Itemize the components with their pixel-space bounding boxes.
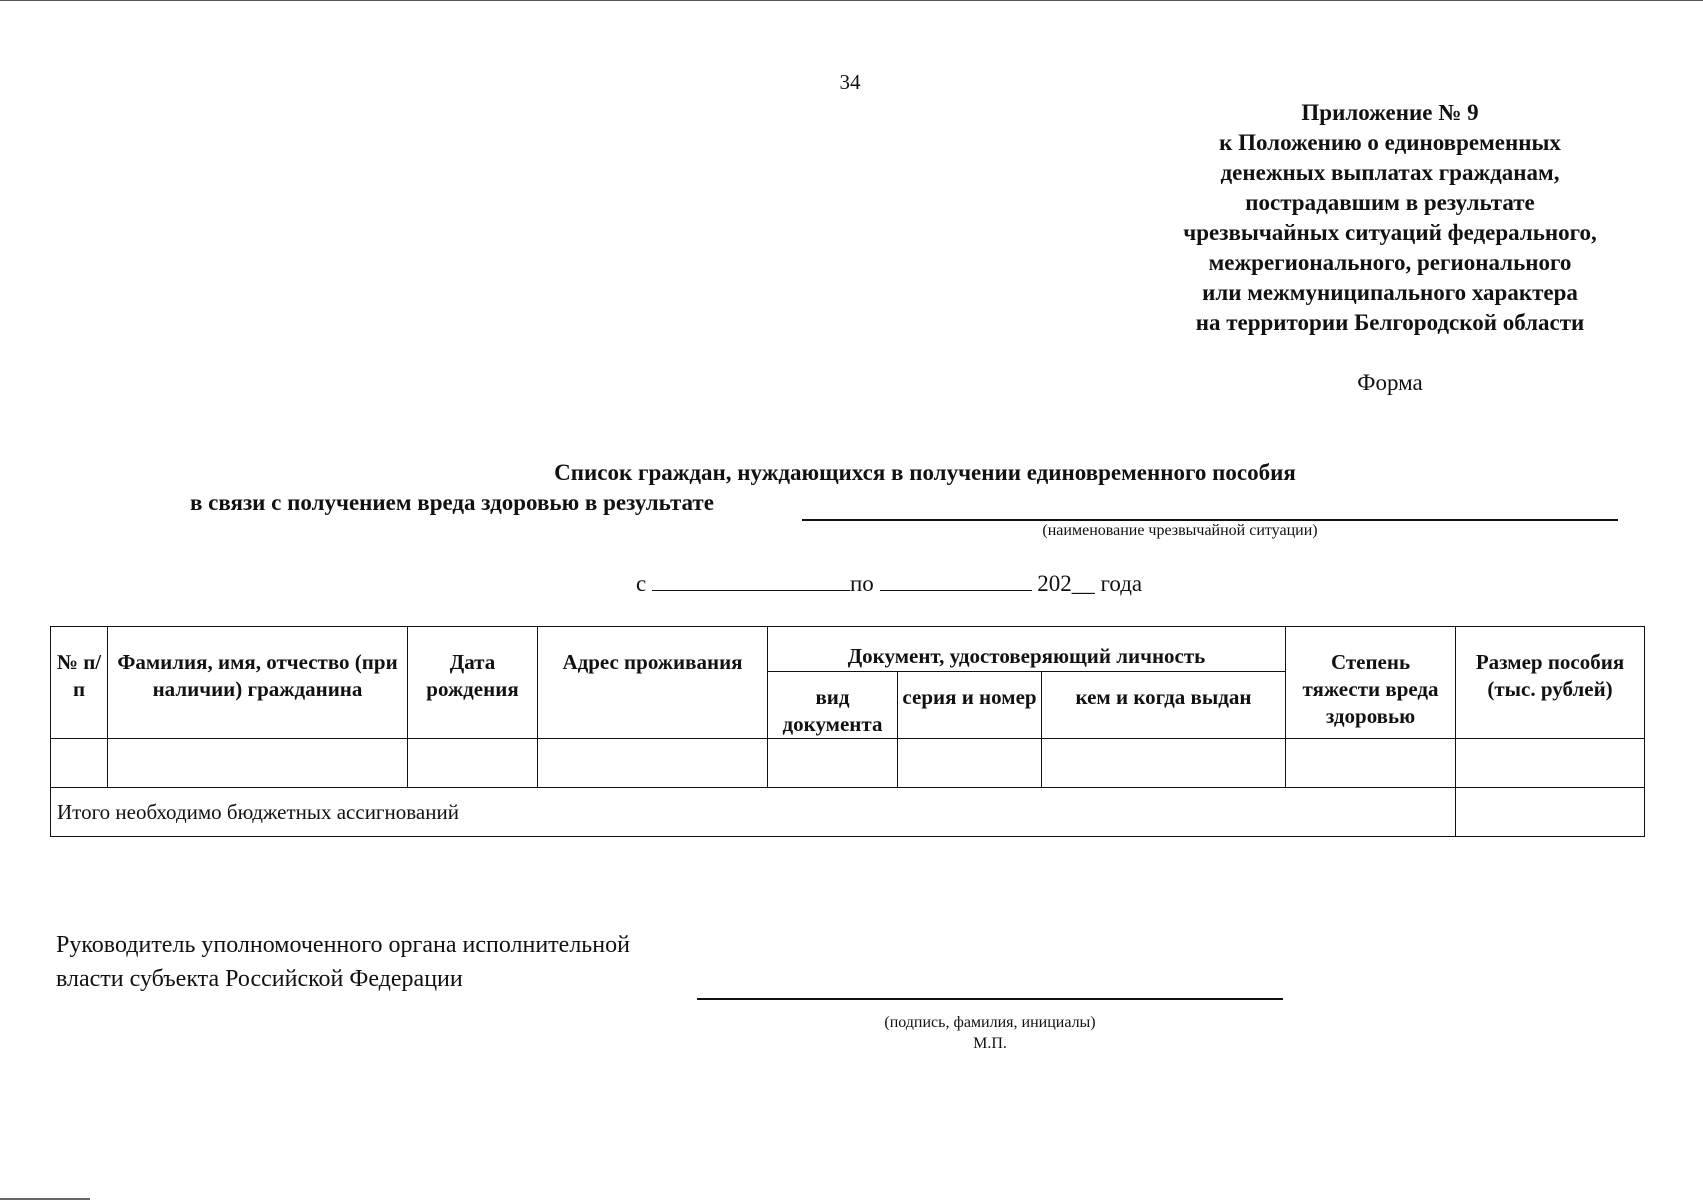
appendix-line: чрезвычайных ситуаций федерального, [1183, 220, 1597, 245]
period-to-label: по [849, 571, 874, 596]
header-benefit-amount: Размер пособия (тыс. рублей) [1456, 627, 1645, 739]
table-header-row [51, 627, 1645, 672]
table-cell[interactable] [538, 739, 768, 788]
period-from-blank[interactable] [652, 570, 850, 591]
signature-caption-text: (подпись, фамилия, инициалы) [884, 1014, 1096, 1031]
header-address: Адрес проживания [538, 627, 768, 739]
total-amount-cell[interactable] [1456, 788, 1645, 837]
period-from-label: с [636, 571, 647, 596]
appendix-header [1120, 98, 1660, 338]
table-cell[interactable] [108, 739, 408, 788]
page-number: 34 [839, 70, 861, 94]
citizens-table [50, 626, 1645, 837]
header-birth-date: Дата рождения [408, 627, 538, 739]
document-subtitle: в связи с получением вреда здоровью в результате [190, 490, 714, 515]
header-document-series: серия и номер [898, 672, 1042, 739]
appendix-line: денежных выплатах гражданам, [1220, 160, 1560, 185]
header-num: № п/п [51, 627, 108, 739]
table-cell[interactable] [768, 739, 898, 788]
appendix-line: межрегионального, регионального [1208, 250, 1572, 275]
header-name: Фамилия, имя, отчество (при наличии) гражданина [108, 627, 408, 739]
table-cell[interactable] [1042, 739, 1286, 788]
signatory-title-line: власти субъекта Российской Федерации [56, 966, 463, 992]
table-total-row [51, 788, 1645, 837]
appendix-line: пострадавшим в результате [1245, 190, 1535, 215]
table-cell[interactable] [1456, 739, 1645, 788]
signature-caption [840, 1012, 1140, 1054]
appendix-line: на территории Белгородской области [1195, 310, 1585, 335]
table-cell[interactable] [408, 739, 538, 788]
table-cell[interactable] [898, 739, 1042, 788]
page-top-border [0, 0, 1703, 1]
appendix-line: или межмуниципального характера [1202, 280, 1578, 305]
form-label: Форма [1357, 370, 1423, 395]
period-year: 202__ года [1037, 571, 1143, 596]
table-row [51, 739, 1645, 788]
emergency-name-caption: (наименование чрезвычайной ситуации) [1042, 522, 1318, 539]
appendix-line: Приложение № 9 [1301, 100, 1479, 125]
period-line [636, 570, 1142, 597]
table-cell[interactable] [1286, 739, 1456, 788]
emergency-name-blank[interactable] [802, 519, 1618, 521]
signatory-title-line: Руководитель уполномоченного органа исполнительной [56, 932, 630, 958]
header-document-issued: кем и когда выдан [1042, 672, 1286, 739]
period-to-blank[interactable] [880, 570, 1032, 591]
total-label: Итого необходимо бюджетных ассигнований [51, 788, 1456, 837]
appendix-line: к Положению о единовременных [1219, 130, 1561, 155]
header-identity-document: Документ, удостоверяющий личность [768, 627, 1286, 672]
header-harm-severity: Степень тяжести вреда здоровью [1286, 627, 1456, 739]
stamp-label: М.П. [973, 1035, 1007, 1052]
signatory-title [56, 928, 630, 996]
table-cell[interactable] [51, 739, 108, 788]
signature-blank[interactable] [697, 998, 1283, 1000]
header-document-type: вид документа [768, 672, 898, 739]
document-title: Список граждан, нуждающихся в получении единовременного пособия [554, 460, 1296, 485]
